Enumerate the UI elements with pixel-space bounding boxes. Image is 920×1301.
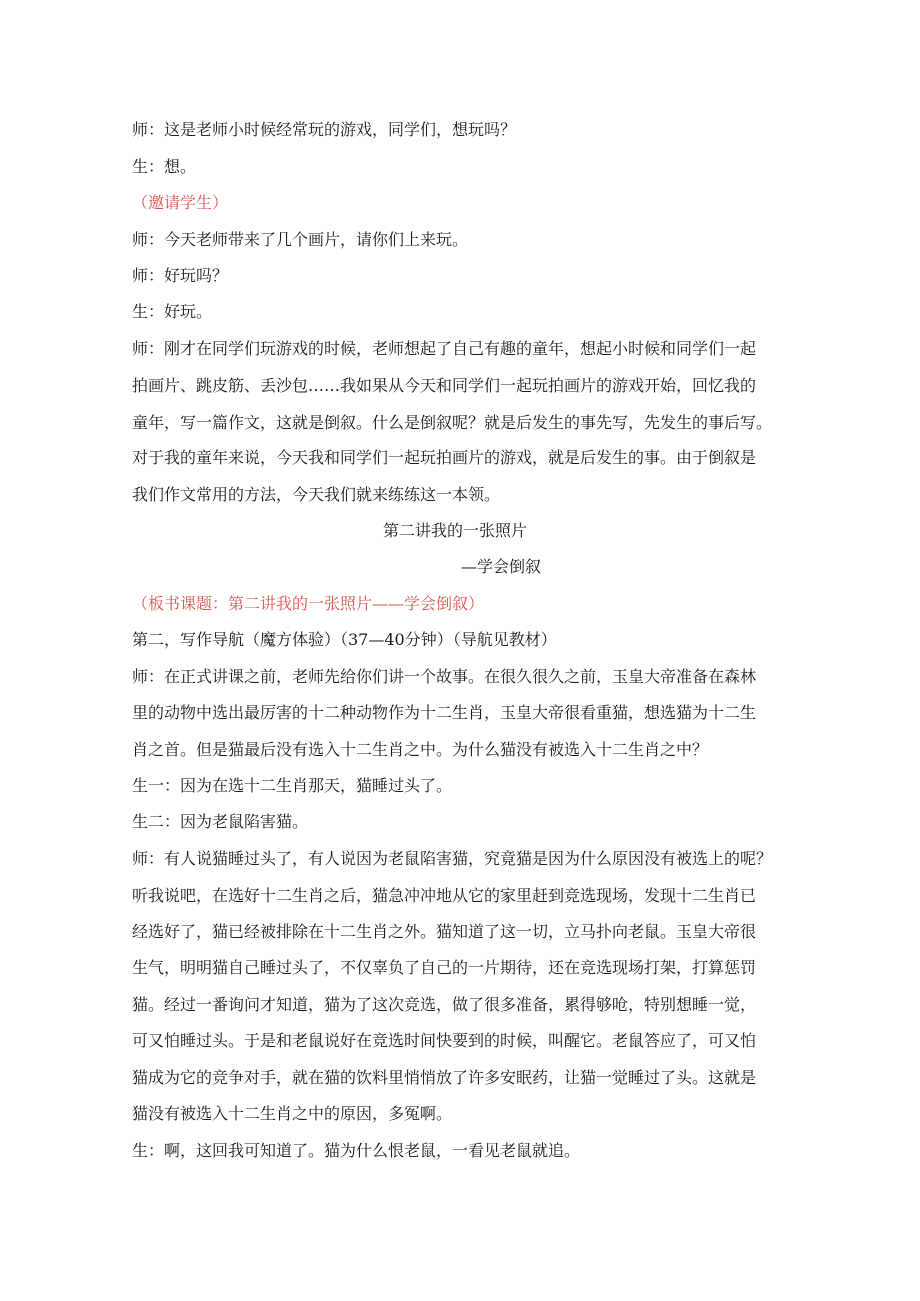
paragraph-line: 我们作文常用的方法，今天我们就来练练这一本领。 — [132, 485, 501, 504]
dialogue-line: 师：好玩吗？ — [132, 266, 229, 285]
stage-direction-note: （邀请学生） — [132, 193, 229, 212]
paragraph-line: 拍画片、跳皮筋、丢沙包……我如果从今天和同学们一起玩拍画片的游戏开始，回忆我的 — [132, 376, 757, 395]
paragraph-line: 肖之首。但是猫最后没有选入十二生肖之中。为什么猫没有被选入十二生肖之中？ — [132, 740, 709, 759]
dialogue-line: 生：好玩。 — [132, 302, 213, 321]
closing-line: 生：啊，这回我可知道了。猫为什么恨老鼠，一看见老鼠就追。 — [132, 1141, 581, 1160]
paragraph-line: 里的动物中选出最厉害的十二种动物作为十二生肖，玉皇大帝很看重猫，想选猫为十二生 — [132, 703, 757, 722]
board-note: （板书课题：第二讲我的一张照片——学会倒叙） — [132, 594, 485, 613]
student-answer: 生一：因为在选十二生肖那天，猫睡过头了。 — [132, 776, 453, 795]
paragraph-line: 童年，写一篇作文，这就是倒叙。什么是倒叙呢？就是后发生的事先写，先发生的事后写。 — [132, 413, 773, 432]
lesson-subtitle: —学会倒叙 — [461, 557, 542, 576]
paragraph-line: 师：在正式讲课之前，老师先给你们讲一个故事。在很久很久之前，玉皇大帝准备在森林 — [132, 667, 757, 686]
dialogue-line: 师：今天老师带来了几个画片，请你们上来玩。 — [132, 230, 469, 249]
paragraph-line: 猫成为它的竞争对手，就在猫的饮料里悄悄放了许多安眠药，让猫一觉睡过了头。这就是 — [132, 1068, 757, 1087]
paragraph-line: 经选好了，猫已经被排除在十二生肖之外。猫知道了这一切，立马扑向老鼠。玉皇大帝很 — [132, 922, 757, 941]
paragraph-line: 师：刚才在同学们玩游戏的时候，老师想起了自己有趣的童年，想起小时候和同学们一起 — [132, 339, 757, 358]
lesson-title: 第二讲我的一张照片 — [383, 521, 528, 540]
paragraph-line: 生气，明明猫自己睡过头了，不仅辜负了自己的一片期待，还在竞选现场打架，打算惩罚 — [132, 958, 757, 977]
section-heading: 第二，写作导航（魔方体验）（37—40分钟）（导航见教材） — [132, 630, 557, 649]
paragraph-line: 对于我的童年来说，今天我和同学们一起玩拍画片的游戏，就是后发生的事。由于倒叙是 — [132, 448, 757, 467]
paragraph-line: 听我说吧，在选好十二生肖之后，猫急冲冲地从它的家里赶到竞选现场，发现十二生肖已 — [132, 886, 757, 905]
dialogue-line: 生：想。 — [132, 157, 197, 176]
dialogue-line: 师：这是老师小时候经常玩的游戏，同学们，想玩吗？ — [132, 120, 517, 139]
paragraph-line: 可又怕睡过头。于是和老鼠说好在竞选时间快要到的时候，叫醒它。老鼠答应了，可又怕 — [132, 1031, 757, 1050]
paragraph-line: 猫没有被选入十二生肖之中的原因，多冤啊。 — [132, 1104, 453, 1123]
paragraph-line: 师：有人说猫睡过头了，有人说因为老鼠陷害猫，究竟猫是因为什么原因没有被选上的呢？ — [132, 849, 773, 868]
paragraph-line: 猫。经过一番询问才知道，猫为了这次竞选，做了很多准备，累得够呛，特别想睡一觉， — [132, 995, 757, 1014]
student-answer: 生二：因为老鼠陷害猫。 — [132, 812, 309, 831]
